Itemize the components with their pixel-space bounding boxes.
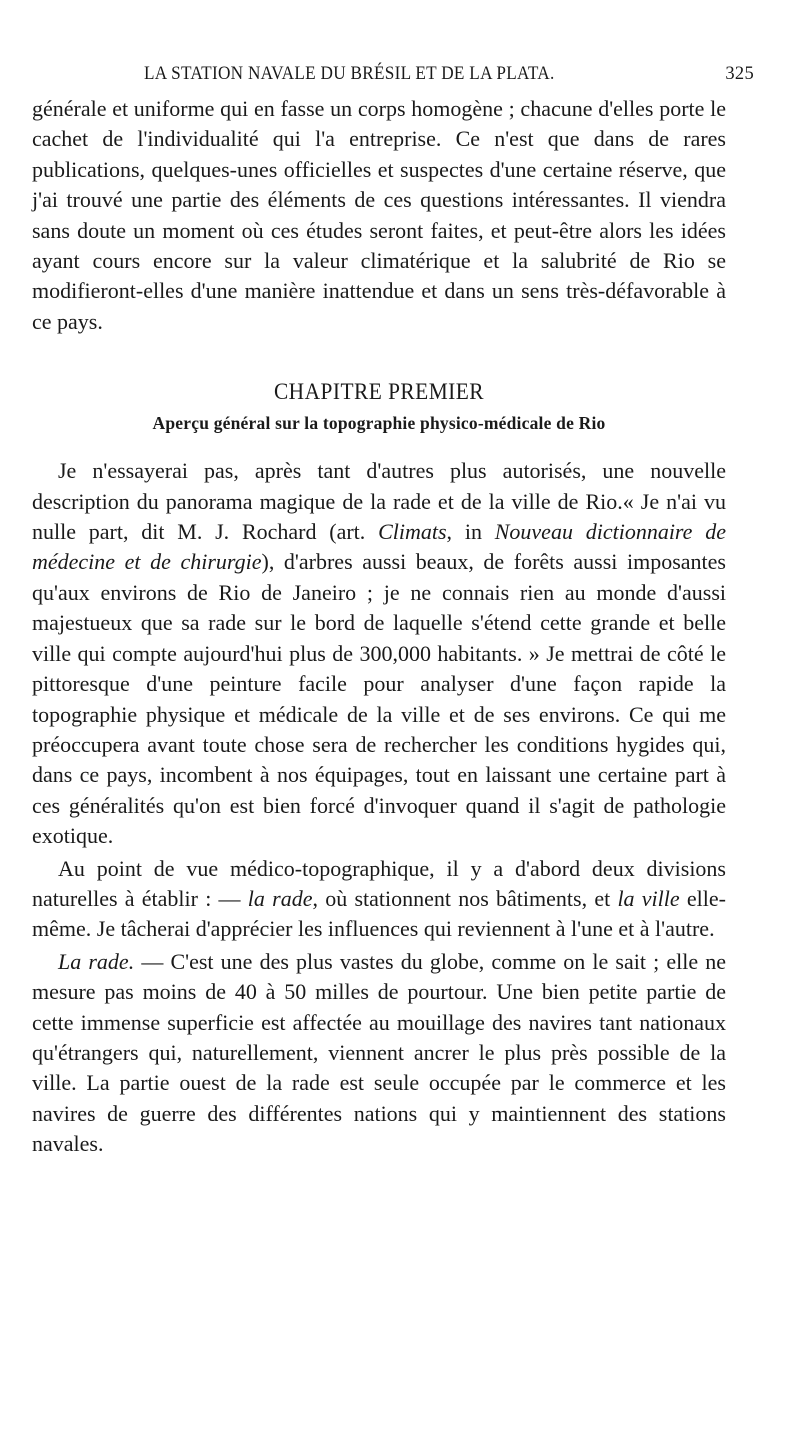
italic-title: Climats bbox=[378, 519, 447, 545]
running-head bbox=[32, 56, 754, 86]
paragraph-text: Je n'essayerai pas, après tant d'autres plus autorisés, une nouvelle description du panorama magique de la rade et de la ville de Rio.« Je n'ai vu nulle part, dit M. J. Rochard (art. bbox=[32, 458, 726, 545]
paragraph-la-rade bbox=[32, 947, 726, 1160]
italic-title: Nouveau dictionnaire de médecine et de chirurgie bbox=[32, 519, 726, 575]
paragraph-divisions bbox=[32, 854, 726, 945]
paragraph-text: , in bbox=[446, 519, 495, 545]
chapter-heading: CHAPITRE PREMIER bbox=[273, 379, 485, 405]
paragraph-text: — C'est une des plus vastes du globe, comme on le sait ; elle ne mesure pas moins de 40 à 50 milles de pourtour. Une bien petite partie de cette immense superficie est affectée au mouillage des navires tant nationaux qu'étrangers qui, naturellement, viennent ancrer le plus près possible de la ville. La partie ouest de la rade est seule occupée par le commerce et les navires de guerre des différentes nations qui y maintiennent des stations navales. bbox=[32, 948, 727, 1157]
paragraph-text: elle-même. Je tâcherai d'apprécier les influences qui reviennent à l'une et à l'autre. bbox=[32, 885, 726, 942]
italic-term: la rade bbox=[247, 885, 313, 911]
paragraph-description-rio bbox=[32, 456, 726, 851]
running-title: LA STATION NAVALE DU BRÉSIL ET DE LA PLATA. bbox=[144, 64, 555, 84]
paragraph-text: Au point de vue médico-topographique, il y a d'abord deux divisions naturelles à établir : — bbox=[32, 855, 726, 911]
italic-run-in-heading: La rade. bbox=[58, 948, 135, 974]
italic-term: la ville bbox=[617, 885, 680, 911]
book-page bbox=[32, 56, 754, 1160]
section-heading-container bbox=[32, 413, 726, 456]
page-number: 325 bbox=[725, 64, 754, 84]
section-heading: Aperçu général sur la topographie physico-médicale de Rio bbox=[152, 413, 606, 434]
paragraph-continued: générale et uniforme qui en fasse un corps homogène ; chacune d'elles porte le cachet de l'individualité qui l'a entreprise. Ce n'est que dans de rares publications, quelques-unes officielles et suspectes d'une certaine réserve, que j'ai trouvé une partie des éléments de ces questions intéressantes. Il viendra sans doute un moment où ces études seront faites, et peut-être alors les idées ayant cours encore sur la valeur climatérique et la salubrité de Rio se modifieront-elles d'une manière inattendue et dans un sens très-défavorable à ce pays. bbox=[32, 96, 726, 334]
paragraph-text: , où stationnent nos bâtiments, et bbox=[312, 885, 618, 911]
paragraph-text: ), d'arbres aussi beaux, de forêts aussi imposantes qu'aux environs de Rio de Janeiro ; je ne connais rien au monde d'aussi majestueux que sa rade sur le bord de laquelle s'étend cette grande et belle ville qui compte aujourd'hui plus de 300,000 habitants. » Je mettrai de côté le pittoresque d'une peinture facile pour analyser d'une façon rapide la topographie physique et médicale de la ville et de ses environs. Ce qui me préoccupera avant toute chose sera de rechercher les conditions hygides qui, dans ce pays, incombent à nos équipages, tout en laissant une certaine part à ces généralités qu'on est bien forcé d'invoquer quand il s'agit de pathologie exotique. bbox=[32, 549, 726, 849]
